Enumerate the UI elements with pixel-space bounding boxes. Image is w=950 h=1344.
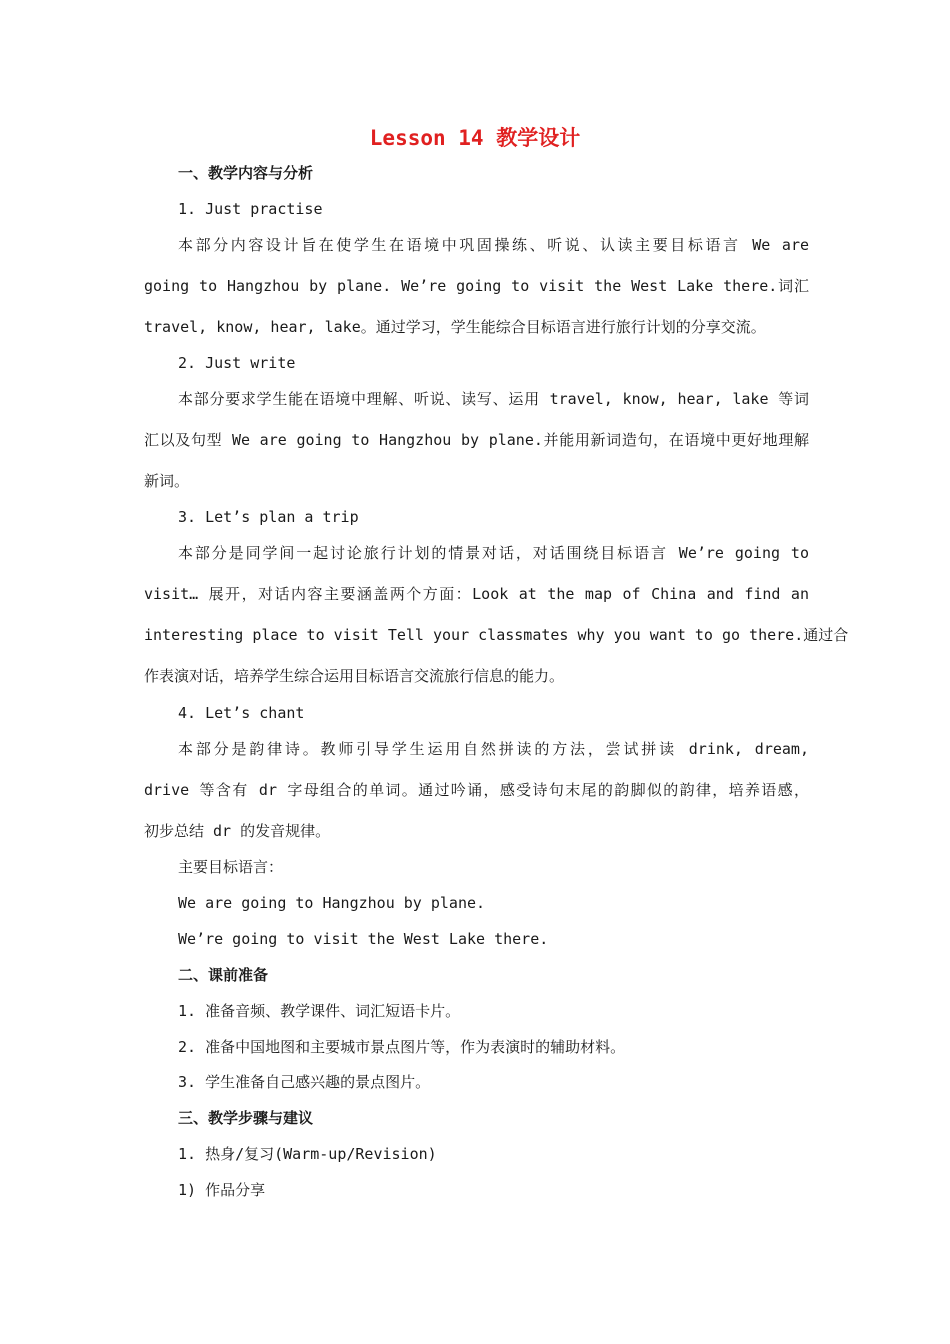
paragraph-line: interesting place to visit Tell your classmates why you want to go there.通过合: [144, 626, 849, 644]
list-item: 3. 学生准备自己感兴趣的景点图片。: [178, 1073, 431, 1091]
paragraph-line: 作表演对话，培养学生综合运用目标语言交流旅行信息的能力。: [144, 667, 565, 685]
item-title-just-write: 2. Just write: [178, 354, 296, 372]
paragraph-line: 本部分内容设计旨在使学生在语境中巩固操练、听说、认读主要目标语言 We are: [178, 236, 809, 254]
paragraph-line: 本部分是韵律诗。教师引导学生运用自然拼读的方法，尝试拼读 drink, dream,: [178, 740, 809, 758]
item-title-chant: 4. Let’s chant: [178, 704, 305, 722]
paragraph-line: 本部分要求学生能在语境中理解、听说、读写、运用 travel, know, hear, lake 等词: [178, 390, 809, 408]
target-sentence: We’re going to visit the West Lake there.: [178, 930, 549, 948]
section-heading-steps: 三、教学步骤与建议: [178, 1109, 314, 1127]
section-heading-content-analysis: 一、教学内容与分析: [178, 164, 314, 182]
document-title: Lesson 14 教学设计: [369, 126, 581, 150]
section-heading-preparation: 二、课前准备: [178, 966, 269, 984]
list-item: 2. 准备中国地图和主要城市景点图片等，作为表演时的辅助材料。: [178, 1038, 626, 1056]
paragraph-line: 本部分是同学间一起讨论旅行计划的情景对话，对话围绕目标语言 We’re going to: [178, 544, 809, 562]
item-title-plan-a-trip: 3. Let’s plan a trip: [178, 508, 359, 526]
paragraph-line: drive 等含有 dr 字母组合的单词。通过吟诵，感受诗句末尾的韵脚似的韵律，培养语感，: [144, 781, 809, 799]
paragraph-line: 汇以及句型 We are going to Hangzhou by plane.并能用新词造句，在语境中更好地理解: [144, 431, 809, 449]
target-language-label: 主要目标语言：: [178, 858, 284, 876]
list-item: 1) 作品分享: [178, 1181, 266, 1199]
paragraph-line: travel, know, hear, lake。通过学习，学生能综合目标语言进行旅行计划的分享交流。: [144, 318, 766, 336]
item-title-just-practise: 1. Just practise: [178, 200, 323, 218]
paragraph-line: going to Hangzhou by plane. We’re going to visit the West Lake there.词汇: [144, 277, 809, 295]
target-sentence: We are going to Hangzhou by plane.: [178, 894, 486, 912]
paragraph-line: 新词。: [144, 472, 190, 490]
paragraph-line: 初步总结 dr 的发音规律。: [144, 822, 331, 840]
paragraph-line: visit… 展开，对话内容主要涵盖两个方面：Look at the map of China and find an: [144, 585, 809, 603]
list-item: 1. 准备音频、教学课件、词汇短语卡片。: [178, 1002, 461, 1020]
list-item: 1. 热身/复习(Warm-up/Revision): [178, 1145, 437, 1163]
